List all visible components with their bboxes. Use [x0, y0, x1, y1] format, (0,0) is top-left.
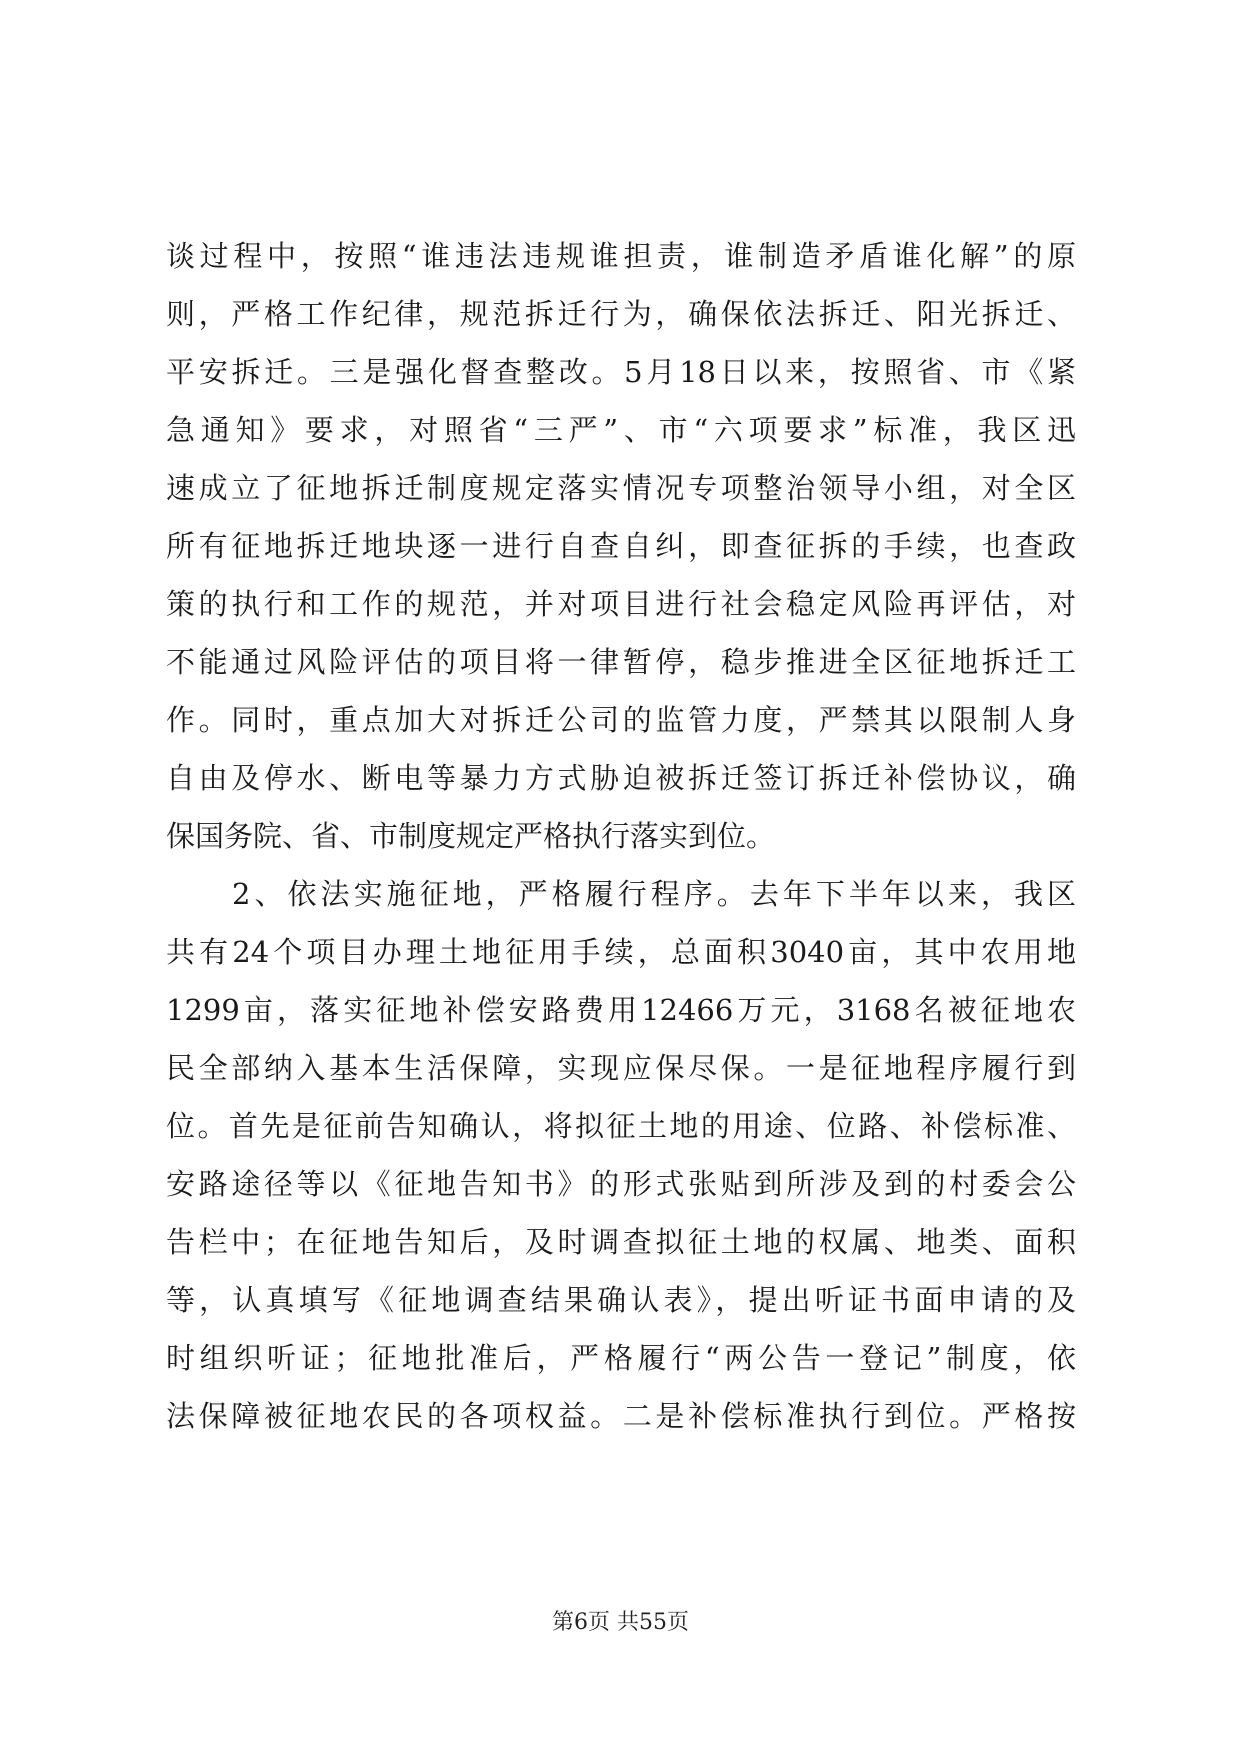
text-line: 共有24个项目办理土地征用手续，总面积3040亩，其中农用地	[166, 935, 1076, 969]
text-line: 位。首先是征前告知确认，将拟征土地的用途、位路、补偿标准、	[166, 1109, 1076, 1143]
text-line: 1299亩，落实征地补偿安路费用12466万元，3168名被征地农	[166, 993, 1076, 1027]
text-line: 不能通过风险评估的项目将一律暂停，稳步推进全区征地拆迁工	[166, 645, 1076, 679]
text-line: 策的执行和工作的规范，并对项目进行社会稳定风险再评估，对	[166, 587, 1076, 621]
body-text	[166, 227, 1076, 1445]
text-line: 平安拆迁。三是强化督查整改。5月18日以来，按照省、市《紧	[166, 355, 1076, 389]
text-line: 告栏中；在征地告知后，及时调查拟征土地的权属、地类、面积	[166, 1225, 1076, 1259]
page-number-footer: 第6页 共55页	[552, 1610, 689, 1635]
text-line: 2、依法实施征地，严格履行程序。去年下半年以来，我区	[166, 877, 1076, 911]
text-line: 法保障被征地农民的各项权益。二是补偿标准执行到位。严格按	[166, 1399, 1076, 1433]
text-line: 自由及停水、断电等暴力方式胁迫被拆迁签订拆迁补偿协议，确	[166, 761, 1076, 795]
text-line: 等，认真填写《征地调查结果确认表》，提出听证书面申请的及	[166, 1283, 1076, 1317]
text-line: 所有征地拆迁地块逐一进行自查自纠，即查征拆的手续，也查政	[166, 529, 1076, 563]
text-line: 民全部纳入基本生活保障，实现应保尽保。一是征地程序履行到	[166, 1051, 1076, 1085]
text-line: 谈过程中，按照“谁违法违规谁担责，谁制造矛盾谁化解”的原	[166, 239, 1076, 273]
text-line: 作。同时，重点加大对拆迁公司的监管力度，严禁其以限制人身	[166, 703, 1076, 737]
text-line: 则，严格工作纪律，规范拆迁行为，确保依法拆迁、阳光拆迁、	[166, 297, 1076, 331]
text-line: 速成立了征地拆迁制度规定落实情况专项整治领导小组，对全区	[166, 471, 1076, 505]
text-line: 时组织听证；征地批准后，严格履行“两公告一登记”制度，依	[166, 1341, 1076, 1375]
text-line: 急通知》要求，对照省“三严”、市“六项要求”标准，我区迅	[166, 413, 1076, 447]
text-line: 保国务院、省、市制度规定严格执行落实到位。	[166, 819, 776, 853]
text-line: 安路途径等以《征地告知书》的形式张贴到所涉及到的村委会公	[166, 1167, 1076, 1201]
